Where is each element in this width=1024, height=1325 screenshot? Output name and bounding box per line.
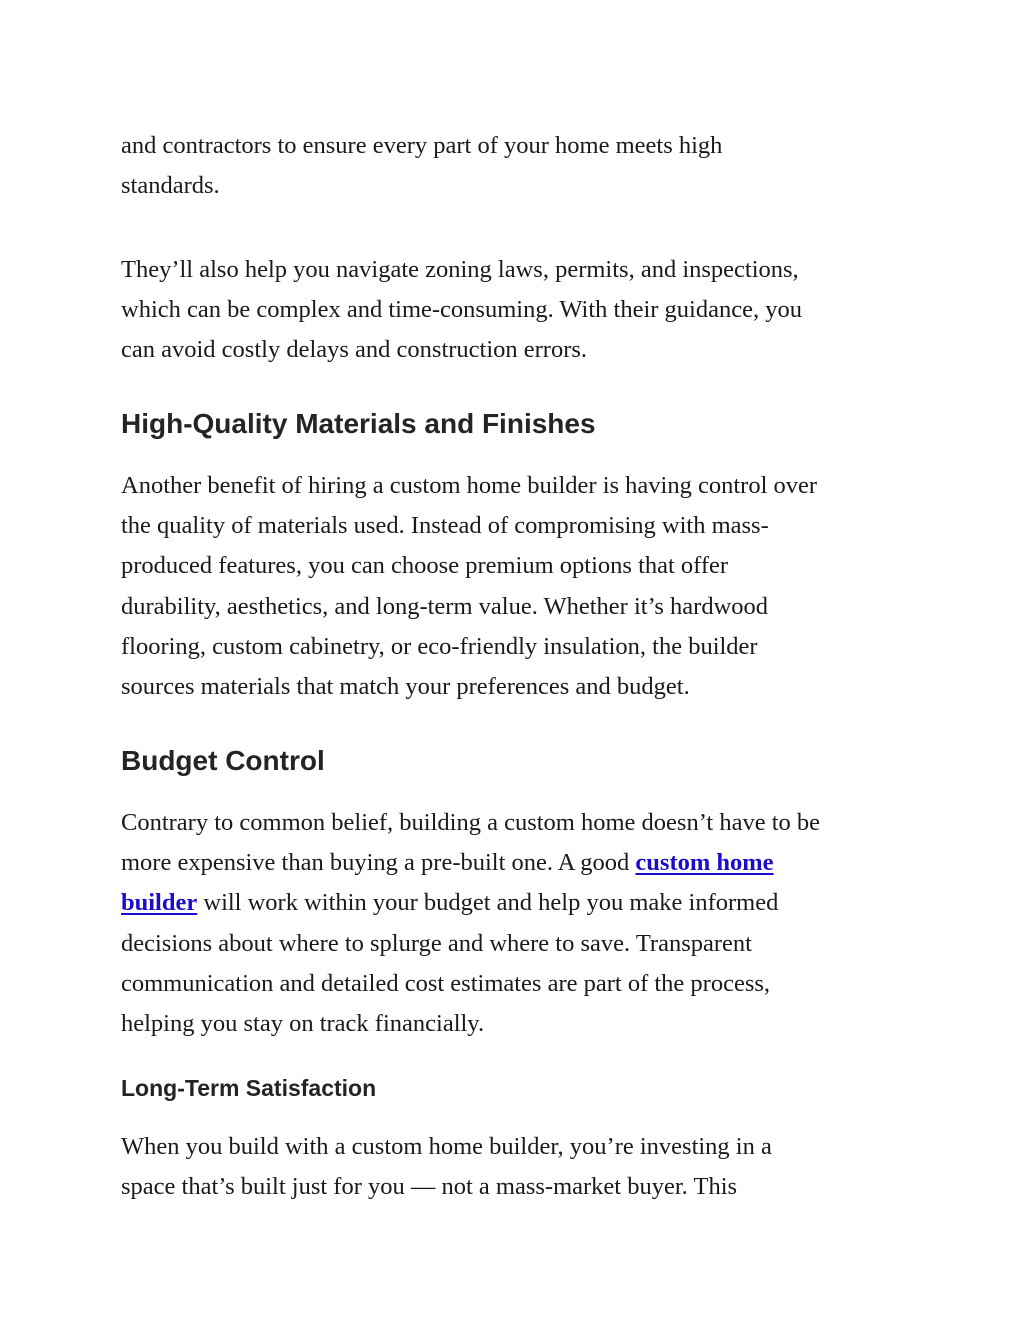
text-segment: will work within your budget and help you make informed <box>197 889 779 917</box>
text-line: flooring, custom cabinetry, or eco-friendly insulation, the builder <box>121 632 758 660</box>
text-line: They’ll also help you navigate zoning laws, permits, and inspections, <box>121 256 799 283</box>
paragraph-contractors <box>121 126 722 206</box>
text-segment: more expensive than buying a pre-built one. A good <box>121 849 636 877</box>
text-line: and contractors to ensure every part of your home meets high <box>121 132 723 159</box>
text-line: space that’s built just for you — not a mass-market buyer. This <box>121 1173 738 1201</box>
text-line: communication and detailed cost estimates are part of the process, <box>121 969 771 997</box>
text-line <box>121 843 820 883</box>
text-line: Another benefit of hiring a custom home builder is having control over <box>121 472 818 499</box>
text-line: When you build with a custom home builder, you’re investing in a <box>121 1133 772 1160</box>
heading-budget: Budget Control <box>121 745 325 776</box>
custom-home-builder-link-continued[interactable]: builder <box>121 889 198 917</box>
text-line: helping you stay on track financially. <box>121 1009 485 1037</box>
text-line: decisions about where to splurge and where to save. Transparent <box>121 929 752 957</box>
text-line: Contrary to common belief, building a custom home doesn’t have to be <box>121 809 821 836</box>
paragraph-budget <box>121 803 820 1044</box>
paragraph-materials <box>121 466 817 707</box>
paragraph-zoning <box>121 250 802 371</box>
text-line: can avoid costly delays and construction errors. <box>121 336 588 364</box>
text-line <box>121 883 820 923</box>
paragraph-satisfaction <box>121 1127 772 1207</box>
text-line: produced features, you can choose premium options that offer <box>121 552 729 580</box>
text-line: sources materials that match your preferences and budget. <box>121 672 690 700</box>
text-line: standards. <box>121 172 220 200</box>
custom-home-builder-link[interactable]: custom home <box>635 849 774 877</box>
text-line: which can be complex and time-consuming. With their guidance, you <box>121 296 802 324</box>
text-line: durability, aesthetics, and long-term value. Whether it’s hardwood <box>121 592 769 620</box>
text-line: the quality of materials used. Instead of compromising with mass- <box>121 512 769 540</box>
heading-materials: High-Quality Materials and Finishes <box>121 408 596 439</box>
heading-satisfaction: Long-Term Satisfaction <box>121 1075 377 1101</box>
